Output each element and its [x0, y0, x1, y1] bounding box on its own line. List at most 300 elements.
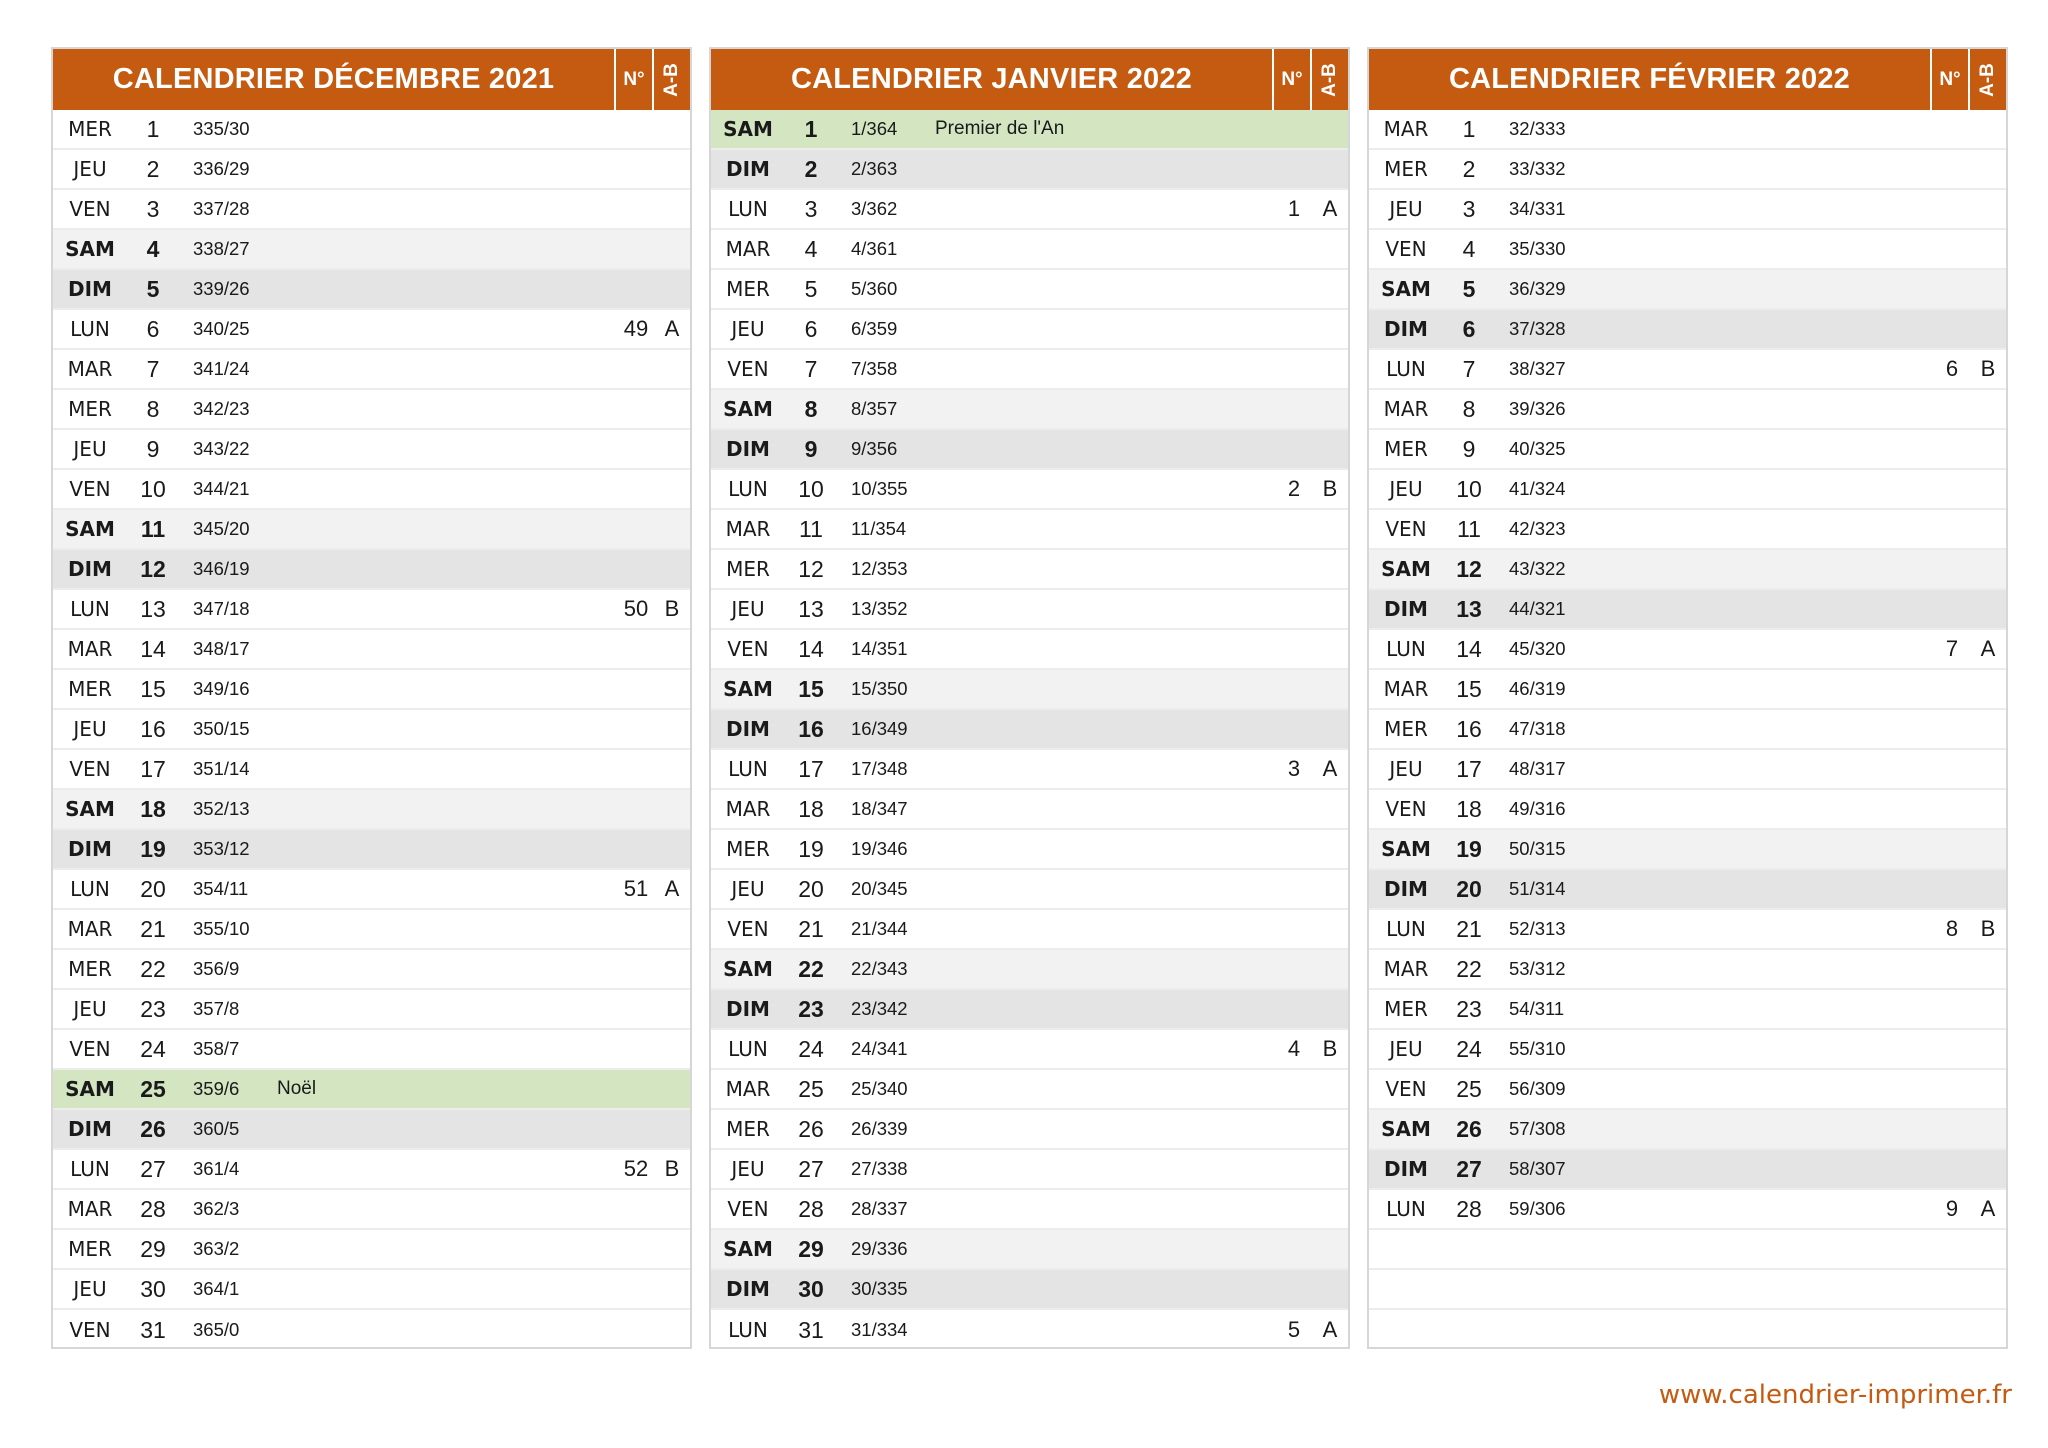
- day-of-year: 342/23: [193, 398, 250, 419]
- day-of-year: 40/325: [1509, 438, 1566, 459]
- day-row: [1369, 1150, 2006, 1190]
- day-of-week: VEN: [727, 917, 769, 941]
- day-of-week: JEU: [1389, 757, 1423, 781]
- day-of-week: LUN: [1386, 1197, 1426, 1221]
- day-of-week: JEU: [731, 877, 765, 901]
- day-of-year: 50/315: [1509, 838, 1566, 859]
- week-ab: A: [1322, 196, 1338, 221]
- day-row: [1369, 430, 2006, 470]
- day-number: 4: [804, 235, 818, 262]
- day-number: 22: [1456, 955, 1482, 982]
- day-of-week: DIM: [726, 717, 770, 741]
- day-of-week: MAR: [725, 517, 771, 541]
- week-ab: A: [1980, 636, 1996, 661]
- day-of-week: VEN: [1385, 517, 1427, 541]
- day-number: 17: [798, 755, 824, 782]
- day-of-year: 339/26: [193, 278, 250, 299]
- day-number: 20: [798, 875, 824, 902]
- day-of-week: MAR: [1383, 117, 1429, 141]
- day-number: 5: [804, 275, 818, 302]
- day-of-week: MER: [1384, 717, 1428, 741]
- day-of-week: LUN: [728, 477, 768, 501]
- day-row: [711, 910, 1348, 950]
- day-number: 3: [804, 195, 818, 222]
- day-number: 14: [1456, 635, 1482, 662]
- calendar-title: CALENDRIER DÉCEMBRE 2021: [112, 63, 555, 95]
- day-of-week: MAR: [725, 797, 771, 821]
- day-of-year: 5/360: [851, 278, 898, 299]
- day-of-year: 6/359: [851, 318, 898, 339]
- day-of-year: 36/329: [1509, 278, 1566, 299]
- day-of-year: 20/345: [851, 878, 908, 899]
- day-of-year: 349/16: [193, 678, 250, 699]
- day-row: [1369, 1110, 2006, 1150]
- day-number: 5: [146, 275, 160, 302]
- day-of-year: 22/343: [851, 958, 908, 979]
- day-row: [1369, 150, 2006, 190]
- day-of-week: JEU: [1389, 1037, 1423, 1061]
- day-of-week: SAM: [65, 517, 115, 541]
- day-row: [53, 950, 690, 990]
- day-number: 10: [1456, 475, 1482, 502]
- day-of-week: JEU: [731, 597, 765, 621]
- day-of-week: DIM: [726, 1277, 770, 1301]
- day-of-year: 347/18: [193, 598, 250, 619]
- day-of-year: 39/326: [1509, 398, 1566, 419]
- day-of-week: MER: [68, 677, 112, 701]
- day-number: 6: [1462, 315, 1476, 342]
- day-of-year: 41/324: [1509, 478, 1566, 499]
- footer-website-link[interactable]: www.calendrier-imprimer.fr: [1658, 1380, 2012, 1410]
- day-number: 31: [798, 1316, 824, 1343]
- week-ab-header: A-B: [652, 49, 690, 110]
- day-of-week: MER: [68, 117, 112, 141]
- day-number: 2: [804, 155, 818, 182]
- day-number: 28: [798, 1195, 824, 1222]
- day-of-week: MAR: [67, 917, 113, 941]
- day-number: 15: [798, 675, 824, 702]
- day-number: 24: [1456, 1035, 1482, 1062]
- day-number: 12: [140, 555, 166, 582]
- day-row: [53, 1270, 690, 1310]
- day-of-year: 28/337: [851, 1198, 908, 1219]
- day-row: [711, 950, 1348, 990]
- day-of-year: 4/361: [851, 238, 898, 259]
- day-of-year: 8/357: [851, 398, 898, 419]
- day-of-year: 52/313: [1509, 918, 1566, 939]
- day-of-year: 3/362: [851, 198, 898, 219]
- day-row: [711, 710, 1348, 750]
- day-of-year: 23/342: [851, 998, 908, 1019]
- day-number: 19: [798, 835, 824, 862]
- day-of-year: 345/20: [193, 518, 250, 539]
- week-number: 9: [1945, 1196, 1959, 1221]
- day-rows: [1369, 110, 2006, 1350]
- day-of-week: MAR: [1383, 957, 1429, 981]
- day-of-week: JEU: [73, 1277, 107, 1301]
- day-row: [711, 590, 1348, 630]
- day-row: [1369, 550, 2006, 590]
- day-number: 26: [140, 1115, 166, 1142]
- day-of-week: DIM: [726, 437, 770, 461]
- day-of-year: 353/12: [193, 838, 250, 859]
- day-number: 24: [798, 1035, 824, 1062]
- day-of-week: SAM: [723, 397, 773, 421]
- day-row: [711, 870, 1348, 910]
- day-number: 27: [1456, 1155, 1482, 1182]
- day-of-week: SAM: [1381, 557, 1431, 581]
- day-of-year: 10/355: [851, 478, 908, 499]
- week-number-header: N°: [1930, 49, 1968, 110]
- day-of-week: MER: [68, 397, 112, 421]
- day-row: [1369, 1030, 2006, 1070]
- day-of-week: DIM: [68, 277, 112, 301]
- day-row: [711, 630, 1348, 670]
- day-row: [711, 230, 1348, 270]
- empty-row: [1369, 1270, 2006, 1310]
- week-number: 4: [1287, 1036, 1301, 1061]
- day-row: [711, 1270, 1348, 1310]
- day-row: [1369, 790, 2006, 830]
- day-row: [1369, 670, 2006, 710]
- day-row: [53, 1150, 690, 1190]
- day-row: [53, 1310, 690, 1350]
- day-of-week: LUN: [1386, 637, 1426, 661]
- week-ab: B: [1322, 1036, 1338, 1061]
- day-row: [711, 830, 1348, 870]
- day-of-year: 33/332: [1509, 158, 1566, 179]
- day-of-week: SAM: [1381, 837, 1431, 861]
- day-number: 20: [1456, 875, 1482, 902]
- day-of-year: 16/349: [851, 718, 908, 739]
- day-of-week: SAM: [65, 1077, 115, 1101]
- day-number: 13: [798, 595, 824, 622]
- day-of-week: MAR: [1383, 397, 1429, 421]
- week-number: 8: [1945, 916, 1959, 941]
- day-number: 9: [1462, 435, 1476, 462]
- day-row: [53, 1110, 690, 1150]
- day-number: 4: [146, 235, 160, 262]
- day-of-year: 24/341: [851, 1038, 908, 1059]
- day-row: [1369, 590, 2006, 630]
- day-number: 8: [146, 395, 160, 422]
- day-number: 29: [798, 1235, 824, 1262]
- day-of-year: 344/21: [193, 478, 250, 499]
- day-row: [711, 1110, 1348, 1150]
- day-of-year: 338/27: [193, 238, 250, 259]
- day-of-week: DIM: [68, 557, 112, 581]
- day-of-week: SAM: [723, 677, 773, 701]
- day-of-week: DIM: [68, 837, 112, 861]
- day-of-week: MAR: [67, 637, 113, 661]
- week-ab: A: [1322, 1317, 1338, 1342]
- day-row: [711, 1230, 1348, 1270]
- day-of-year: 2/363: [851, 158, 898, 179]
- day-number: 17: [140, 755, 166, 782]
- day-number: 11: [799, 515, 823, 542]
- day-row: [1369, 310, 2006, 350]
- day-row: [53, 830, 690, 870]
- day-number: 16: [140, 715, 166, 742]
- day-number: 17: [1456, 755, 1482, 782]
- day-of-week: VEN: [727, 637, 769, 661]
- day-of-week: SAM: [723, 1237, 773, 1261]
- day-of-year: 19/346: [851, 838, 908, 859]
- day-of-year: 365/0: [193, 1319, 240, 1340]
- day-number: 12: [1456, 555, 1482, 582]
- day-of-year: 44/321: [1509, 598, 1566, 619]
- day-number: 9: [804, 435, 818, 462]
- calendar-february-2022: [1367, 47, 2008, 1349]
- day-of-week: VEN: [69, 757, 111, 781]
- week-ab: A: [664, 876, 680, 901]
- calendar-december-2021: [51, 47, 692, 1349]
- day-of-week: JEU: [731, 1157, 765, 1181]
- week-ab: B: [1980, 916, 1996, 941]
- day-of-year: 354/11: [193, 878, 249, 899]
- day-of-year: 357/8: [193, 998, 240, 1019]
- day-number: 18: [1456, 795, 1482, 822]
- day-number: 1: [146, 115, 160, 142]
- day-of-week: MER: [1384, 437, 1428, 461]
- day-number: 23: [798, 995, 824, 1022]
- day-of-week: LUN: [70, 877, 110, 901]
- empty-row: [1369, 1230, 2006, 1270]
- day-of-year: 14/351: [851, 638, 908, 659]
- day-row: [53, 550, 690, 590]
- day-row: [53, 590, 690, 630]
- day-number: 19: [1456, 835, 1482, 862]
- week-ab: B: [664, 1156, 680, 1181]
- day-of-week: MER: [68, 1237, 112, 1261]
- day-number: 25: [1456, 1075, 1482, 1102]
- day-rows: [53, 110, 690, 1350]
- day-row: [53, 510, 690, 550]
- day-of-year: 18/347: [851, 798, 908, 819]
- day-of-week: DIM: [726, 997, 770, 1021]
- day-row: [711, 790, 1348, 830]
- day-of-year: 359/6: [193, 1078, 240, 1099]
- day-of-week: DIM: [1384, 317, 1428, 341]
- day-of-week: SAM: [1381, 277, 1431, 301]
- day-of-week: LUN: [1386, 357, 1426, 381]
- day-of-week: SAM: [723, 957, 773, 981]
- day-of-year: 352/13: [193, 798, 250, 819]
- day-of-year: 341/24: [193, 358, 250, 379]
- day-of-week: MAR: [725, 237, 771, 261]
- day-row: [53, 1230, 690, 1270]
- day-of-week: LUN: [70, 1157, 110, 1181]
- day-of-year: 337/28: [193, 198, 250, 219]
- day-number: 1: [1462, 115, 1476, 142]
- day-of-week: VEN: [727, 357, 769, 381]
- week-ab: A: [1322, 756, 1338, 781]
- day-row: [53, 670, 690, 710]
- day-row: [711, 350, 1348, 390]
- day-number: 11: [1457, 515, 1481, 542]
- day-of-week: MAR: [1383, 677, 1429, 701]
- day-of-year: 11/354: [851, 518, 907, 539]
- day-row: [53, 310, 690, 350]
- day-of-week: MAR: [67, 1197, 113, 1221]
- day-of-year: 21/344: [851, 918, 908, 939]
- day-number: 30: [798, 1275, 824, 1302]
- day-number: 7: [146, 355, 160, 382]
- day-row: [53, 110, 690, 150]
- day-number: 3: [1462, 195, 1476, 222]
- day-row: [711, 750, 1348, 790]
- day-of-week: VEN: [69, 197, 111, 221]
- week-number-header: N°: [1272, 49, 1310, 110]
- day-of-year: 7/358: [851, 358, 898, 379]
- day-of-week: MER: [726, 837, 770, 861]
- day-number: 13: [1456, 595, 1482, 622]
- day-number: 20: [140, 875, 166, 902]
- day-row: [53, 710, 690, 750]
- day-number: 14: [140, 635, 166, 662]
- day-of-week: LUN: [1386, 917, 1426, 941]
- day-row: [1369, 470, 2006, 510]
- day-number: 15: [1456, 675, 1482, 702]
- week-number: 6: [1945, 356, 1959, 381]
- day-of-year: 29/336: [851, 1238, 908, 1259]
- day-of-year: 364/1: [193, 1278, 240, 1299]
- day-row: [711, 510, 1348, 550]
- day-of-week: DIM: [726, 157, 770, 181]
- day-of-week: MER: [726, 277, 770, 301]
- day-of-year: 351/14: [193, 758, 250, 779]
- day-of-week: VEN: [1385, 797, 1427, 821]
- day-number: 3: [146, 195, 160, 222]
- day-number: 26: [1456, 1115, 1482, 1142]
- day-number: 15: [140, 675, 166, 702]
- empty-row: [1369, 1310, 2006, 1350]
- day-row: [711, 270, 1348, 310]
- day-of-year: 356/9: [193, 958, 240, 979]
- day-row: [711, 1190, 1348, 1230]
- day-of-week: VEN: [69, 1037, 111, 1061]
- day-number: 16: [1456, 715, 1482, 742]
- week-number: 1: [1287, 196, 1301, 221]
- calendar-title: CALENDRIER JANVIER 2022: [790, 63, 1193, 95]
- day-row: [1369, 910, 2006, 950]
- day-of-week: DIM: [1384, 597, 1428, 621]
- day-of-week: JEU: [73, 997, 107, 1021]
- event-label: Premier de l'An: [935, 118, 1065, 139]
- day-of-week: VEN: [1385, 1077, 1427, 1101]
- day-of-year: 51/314: [1509, 878, 1566, 899]
- day-row: [711, 310, 1348, 350]
- day-number: 27: [140, 1155, 166, 1182]
- day-of-year: 47/318: [1509, 718, 1566, 739]
- day-of-week: LUN: [70, 597, 110, 621]
- day-of-year: 53/312: [1509, 958, 1566, 979]
- day-row: [1369, 710, 2006, 750]
- day-number: 18: [140, 795, 166, 822]
- day-number: 26: [798, 1115, 824, 1142]
- day-row: [53, 1070, 690, 1110]
- day-number: 4: [1462, 235, 1476, 262]
- day-row: [53, 390, 690, 430]
- day-row: [1369, 1070, 2006, 1110]
- day-row: [53, 630, 690, 670]
- day-row: [1369, 350, 2006, 390]
- day-number: 2: [1462, 155, 1476, 182]
- day-number: 21: [140, 915, 166, 942]
- day-row: [711, 670, 1348, 710]
- calendar-header: [53, 49, 690, 110]
- day-of-year: 361/4: [193, 1158, 240, 1179]
- day-of-year: 48/317: [1509, 758, 1566, 779]
- day-number: 22: [798, 955, 824, 982]
- day-of-year: 43/322: [1509, 558, 1566, 579]
- week-number-header: N°: [614, 49, 652, 110]
- week-number: 3: [1287, 756, 1301, 781]
- day-number: 10: [798, 475, 824, 502]
- day-of-week: LUN: [70, 317, 110, 341]
- day-row: [711, 190, 1348, 230]
- calendar-january-2022: [709, 47, 1350, 1349]
- day-of-year: 340/25: [193, 318, 250, 339]
- day-row: [53, 1190, 690, 1230]
- day-of-week: MER: [726, 557, 770, 581]
- day-number: 8: [804, 395, 818, 422]
- week-number: 51: [623, 876, 649, 901]
- day-of-year: 17/348: [851, 758, 908, 779]
- week-number: 49: [623, 316, 649, 341]
- day-of-week: JEU: [73, 157, 107, 181]
- day-of-year: 57/308: [1509, 1118, 1566, 1139]
- event-label: Noël: [277, 1078, 317, 1099]
- day-of-week: SAM: [1381, 1117, 1431, 1141]
- day-number: 14: [798, 635, 824, 662]
- day-row: [711, 390, 1348, 430]
- day-row: [1369, 190, 2006, 230]
- day-row: [53, 230, 690, 270]
- day-number: 1: [804, 115, 818, 142]
- day-row: [1369, 830, 2006, 870]
- day-number: 25: [798, 1075, 824, 1102]
- day-number: 28: [140, 1195, 166, 1222]
- day-number: 23: [140, 995, 166, 1022]
- day-of-week: JEU: [73, 717, 107, 741]
- day-row: [53, 430, 690, 470]
- day-number: 12: [798, 555, 824, 582]
- day-number: 11: [140, 515, 166, 542]
- day-rows: [711, 110, 1348, 1350]
- day-of-year: 49/316: [1509, 798, 1566, 819]
- week-number: 2: [1287, 476, 1301, 501]
- day-of-week: MER: [1384, 157, 1428, 181]
- day-of-year: 358/7: [193, 1038, 240, 1059]
- day-row: [1369, 1190, 2006, 1230]
- day-row: [711, 430, 1348, 470]
- day-of-year: 363/2: [193, 1238, 240, 1259]
- day-of-year: 46/319: [1509, 678, 1566, 699]
- week-ab: B: [1980, 356, 1996, 381]
- day-of-year: 45/320: [1509, 638, 1566, 659]
- day-of-week: JEU: [1389, 477, 1423, 501]
- day-of-year: 336/29: [193, 158, 250, 179]
- day-of-week: MER: [726, 1117, 770, 1141]
- day-of-year: 1/364: [851, 118, 898, 139]
- day-number: 18: [798, 795, 824, 822]
- day-row: [53, 350, 690, 390]
- day-of-week: SAM: [65, 237, 115, 261]
- day-of-year: 55/310: [1509, 1038, 1566, 1059]
- day-number: 25: [140, 1075, 166, 1102]
- day-of-year: 58/307: [1509, 1158, 1566, 1179]
